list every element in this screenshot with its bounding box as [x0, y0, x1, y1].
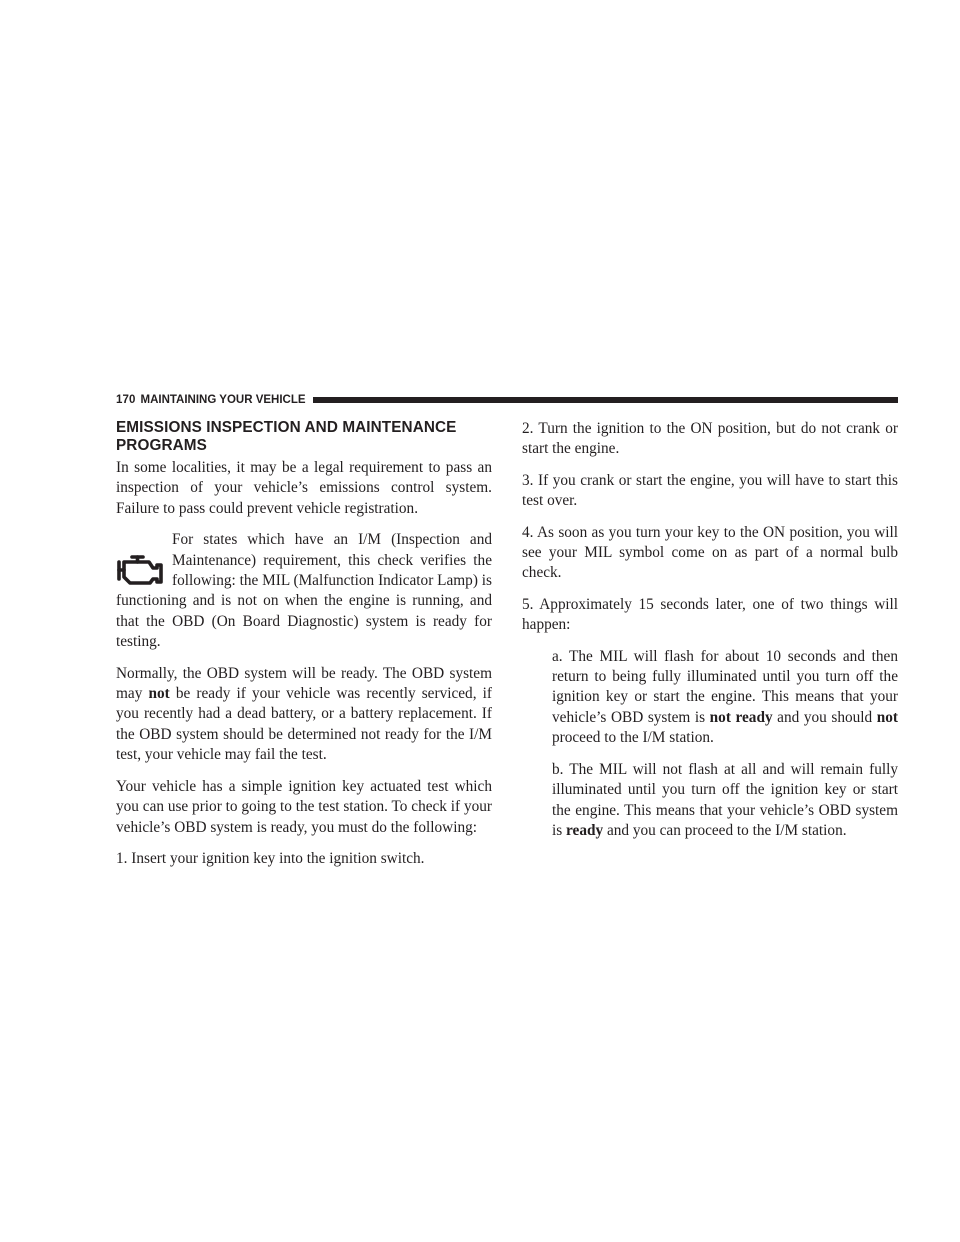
step-5b-text-1: b. The MIL will not flash at all and will remain fully illuminated until you turn off the ignition key or start the engine. This means that your vehicle’s OBD system is [552, 760, 898, 839]
step-1: 1. Insert your ignition key into the ignition switch. [116, 849, 425, 867]
step-4: 4. As soon as you turn your key to the ON position, you will see your MIL symbol come on as part of a normal bulb check. [522, 523, 898, 582]
obd-text-b: be ready if your vehicle was recently serviced, if you recently had a dead battery, or a battery replacement. If the OBD system should be determined not ready for the I/M test, your vehicle may fail the test. [116, 685, 492, 764]
mil-text: For states which have an I/M (Inspection and Maintenance) requirement, this check verifies the following: the MIL (Malfunction Indicator Lamp) is functioning and is not on when the engine is running, and that the OBD (On Board Diagnostic) system is ready for testing. [116, 531, 492, 651]
obd-text-bold: not [148, 685, 170, 703]
page-header [116, 392, 898, 408]
obd-text-a: Normally, the OBD system will be ready. The OBD system may [116, 664, 492, 703]
step-5b-bold: ready [566, 821, 604, 839]
step-3: 3. If you crank or start the engine, you will have to start this test over. [522, 471, 898, 510]
check-engine-icon [116, 546, 164, 590]
step-5a-bold-1: not ready [709, 708, 773, 726]
obd-ready-paragraph [116, 664, 492, 766]
test-intro-paragraph: Your vehicle has a simple ignition key actuated test which you can use prior to going to the test station. To check if your vehicle’s OBD system is ready, you must do the following: [116, 777, 492, 836]
right-column [522, 419, 898, 852]
step-5b [522, 760, 898, 842]
section-heading: EMISSIONS INSPECTION AND MAINTENANCE PROGRAMS [116, 419, 457, 454]
mil-paragraph [116, 530, 492, 652]
left-column [116, 419, 492, 880]
step-5: 5. Approximately 15 seconds later, one of two things will happen: [522, 595, 898, 634]
step-5a-text-2: and you should [772, 708, 877, 726]
step-5a-text-1: a. The MIL will flash for about 10 seconds and then return to being fully illuminated until you turn off the ignition key or start the engine. This means that your vehicle’s OBD system is [552, 647, 898, 726]
page-number: 170 [116, 394, 136, 406]
step-2: 2. Turn the ignition to the ON position, but do not crank or start the engine. [522, 420, 898, 458]
step-5a-text-3: proceed to the I/M station. [552, 729, 714, 747]
step-5a [522, 647, 898, 749]
section-title: MAINTAINING YOUR VEHICLE [140, 394, 306, 406]
step-5b-text-2: and you can proceed to the I/M station. [603, 821, 847, 839]
step-5a-bold-2: not [876, 708, 898, 726]
intro-paragraph: In some localities, it may be a legal requirement to pass an inspection of your vehicle’s emissions control system. Failure to pass could prevent vehicle registration. [116, 459, 492, 517]
header-rule [313, 397, 898, 403]
